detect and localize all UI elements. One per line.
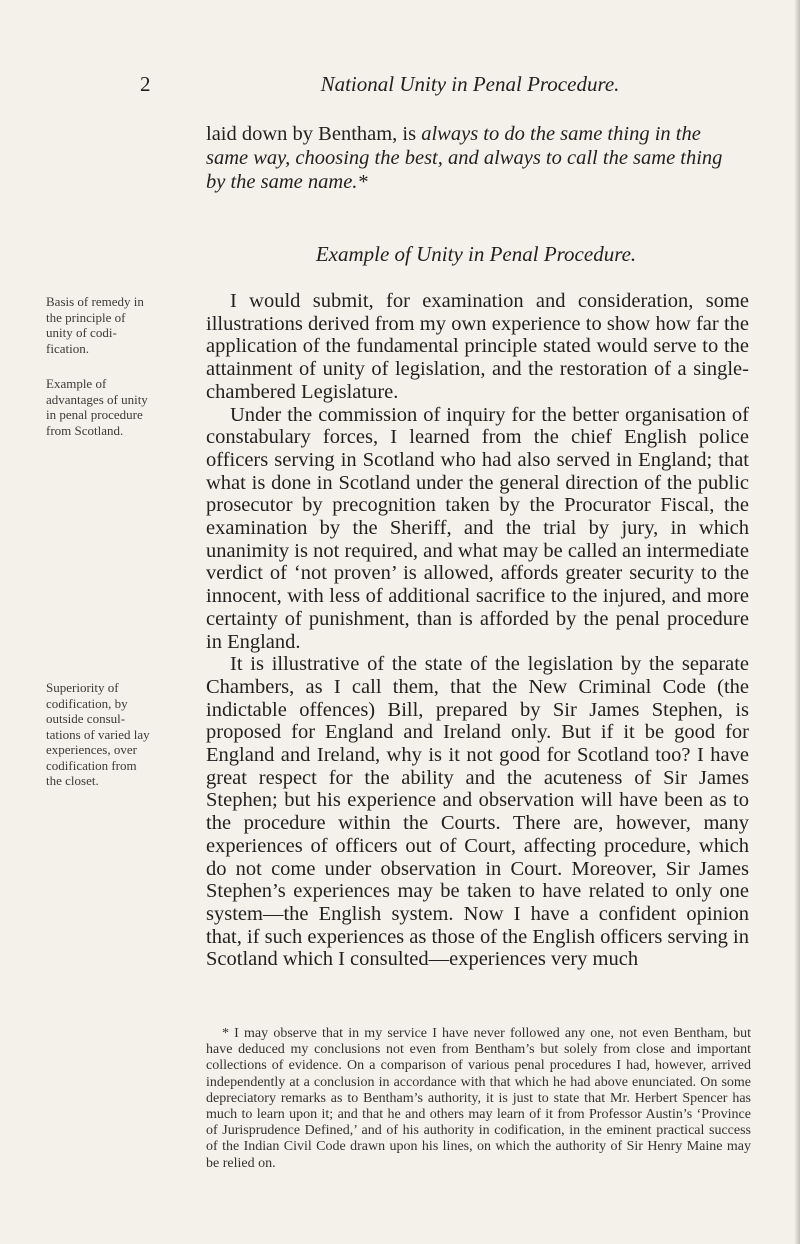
paragraph: I would submit, for examination and consideration, some illustrations derived from my own experience to show how far the application of the fundamental principle stated would serve to the attainment of unity of legislation, and the restoration of a single-chambered Legislature. — [206, 290, 749, 403]
bentham-quote: always to do the same thing in the same way, choosing the best, and always to call the same thing by the same name.* — [206, 123, 723, 193]
margin-note-example: Example of advantages of unity in penal procedure from Scotland. — [46, 376, 148, 438]
page-number: 2 — [140, 72, 151, 96]
margin-note-basis: Basis of remedy in the principle of unity of codification. — [46, 294, 144, 356]
body-text — [206, 290, 749, 971]
margin-note-superiority: Superiority of codification, by outside consultations of varied lay experiences, over codification from the closet. — [46, 680, 150, 788]
footnote — [206, 1026, 751, 1172]
running-title: National Unity in Penal Procedure. — [320, 72, 620, 96]
paragraph: Under the commission of inquiry for the better organisation of constabulary forces, I learned from the chief English police officers serving in Scotland who had also served in England; that what is done in Scotland under the general direction of the public prosecutor by precognition taken by the Procurator Fiscal, the examination by the Sheriff, and the trial by jury, in which unanimity is not required, and what may be called an intermediate verdict of ‘not proven’ is allowed, affords greater security to the innocent, with less of additional sacrifice to the injured, and more certainty of punishment, than is afforded by the penal procedure in England. — [206, 403, 749, 653]
intro-lead: laid down by Bentham, is — [206, 123, 422, 145]
section-heading: Example of Unity in Penal Procedure. — [315, 242, 637, 266]
footnote-text: * I may observe that in my service I have never followed any one, not even Bentham, but have deduced my conclusions not even from Bentham’s but solely from close and important collections of evidence. On a comparison of various penal procedures I had, however, arrived independently at a conclusion in accordance with that which he had above enunciated. On some depreciatory remarks as to Bentham’s authority, it is just to state that Mr. Herbert Spencer has much to learn upon it; and that he and others may learn of it from Professor Austin’s ‘Province of Jurisprudence Defined,’ and of his authority in codification, in the eminent practical success of the Indian Civil Code drawn upon his lines, on which the authority of Sir Henry Maine may be relied on. — [206, 1026, 751, 1171]
page-edge-shadow — [794, 0, 800, 1244]
intro-paragraph — [206, 122, 746, 194]
paragraph: It is illustrative of the state of the legislation by the separate Chambers, as I call them, that the New Criminal Code (the indictable offences) Bill, prepared by Sir James Stephen, is proposed for England and Ireland only. But if it be good for England and Ireland, why is it not good for Scotland too? I have great respect for the ability and the acuteness of Sir James Stephen; but his experience and observation will have been as to the procedure within the Courts. There are, however, many experiences of officers out of Court, affecting procedure, which do not come under observation in Court. Moreover, Sir James Stephen’s experiences may be taken to have related to only one system—the English system. Now I have a confident opinion that, if such experiences as those of the English officers serving in Scotland which I consulted—experiences very much — [206, 653, 749, 971]
